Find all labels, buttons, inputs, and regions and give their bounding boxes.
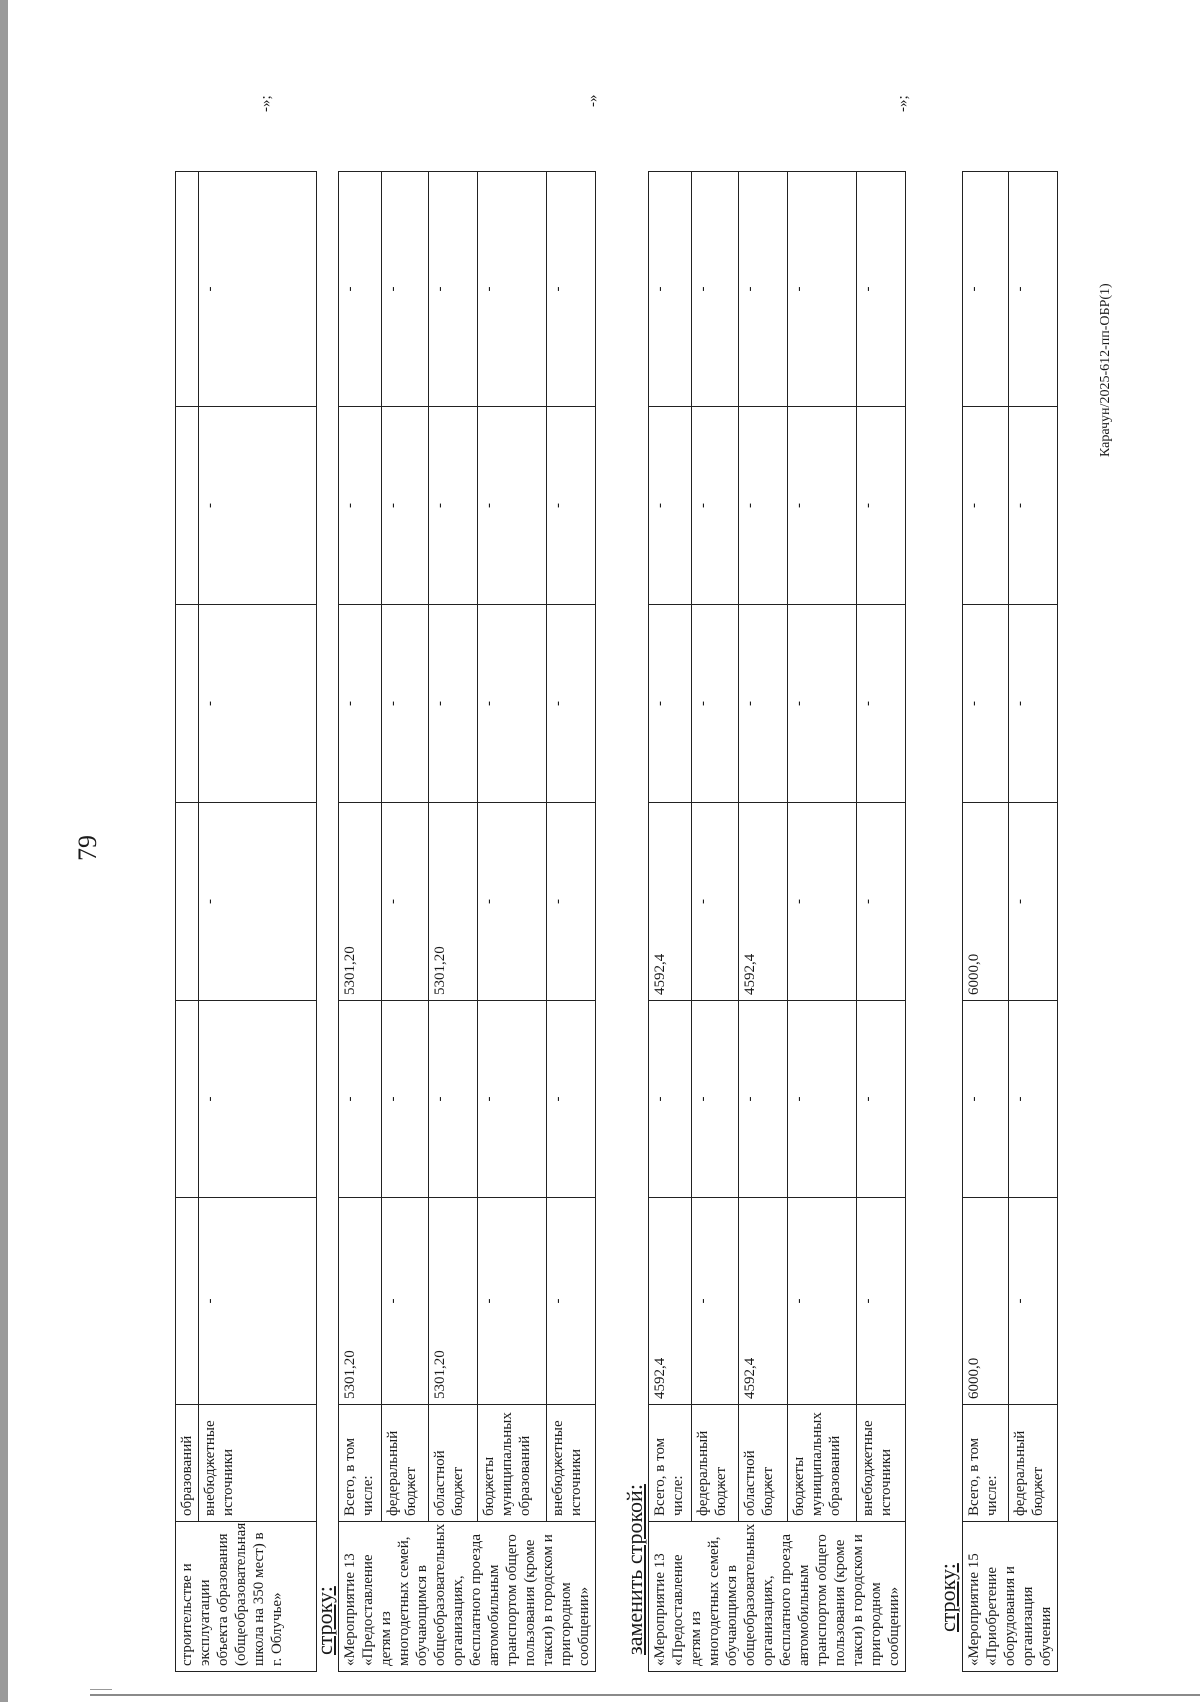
- value-cell: -: [429, 172, 478, 407]
- event-title: «Мероприятие 13: [652, 1553, 668, 1666]
- event-title: «Мероприятие 13: [342, 1553, 358, 1666]
- value-cell: 6000,0: [963, 803, 1009, 1001]
- funding-source-cell: образований: [176, 1405, 199, 1522]
- value-cell: -: [788, 1001, 857, 1198]
- funding-source-cell: Всего, в том числе:: [649, 1405, 692, 1522]
- value-cell: 4592,4: [739, 1198, 788, 1405]
- value-cell: -: [1009, 1198, 1058, 1405]
- value-cell: -: [478, 407, 547, 605]
- value-cell: -: [199, 803, 317, 1001]
- value-cell: -: [1009, 605, 1058, 803]
- value-cell: -: [649, 605, 692, 803]
- caption-zamenit-strokoy: заменить строкой:: [622, 1484, 647, 1655]
- value-cell: -: [429, 605, 478, 803]
- value-cell: -: [339, 1001, 382, 1198]
- value-cell: -: [478, 605, 547, 803]
- table-event15: [962, 171, 1058, 1672]
- funding-source-cell: бюджеты муниципальных образований: [478, 1405, 547, 1522]
- funding-source-cell: областной бюджет: [739, 1405, 788, 1522]
- value-cell: -: [857, 803, 906, 1001]
- value-cell: -: [649, 172, 692, 407]
- value-cell: -: [199, 1198, 317, 1405]
- value-cell: 5301,20: [429, 803, 478, 1001]
- value-cell: 4592,4: [649, 1198, 692, 1405]
- value-cell: -: [739, 407, 788, 605]
- value-cell: -: [788, 172, 857, 407]
- value-cell: 4592,4: [649, 803, 692, 1001]
- value-cell: -: [547, 1198, 596, 1405]
- funding-source-cell: внебюджетные источники: [857, 1405, 906, 1522]
- value-cell: -: [1009, 172, 1058, 407]
- event-name-cell: [963, 1522, 1058, 1672]
- value-cell: -: [339, 172, 382, 407]
- funding-source-cell: федеральный бюджет: [381, 1405, 429, 1522]
- value-cell: -: [691, 172, 739, 407]
- value-cell: -: [547, 172, 596, 407]
- value-cell: -: [547, 407, 596, 605]
- value-cell: -: [339, 407, 382, 605]
- footer-document-code: Карачун/2025-612-пп-ОБР(1): [1098, 283, 1113, 457]
- funding-source-cell: бюджеты муниципальных образований: [788, 1405, 857, 1522]
- value-cell: -: [199, 172, 317, 407]
- event-name-cell: строительстве и эксплуатации объекта образования (общеобразовательная школа на 350 мест) в г. Облучье»: [176, 1522, 317, 1672]
- value-cell: 4592,4: [739, 803, 788, 1001]
- value-cell: -: [381, 407, 429, 605]
- value-cell: 5301,20: [429, 1198, 478, 1405]
- value-cell: 5301,20: [339, 1198, 382, 1405]
- caption-stroku: строку:: [312, 1586, 337, 1655]
- value-cell: -: [691, 803, 739, 1001]
- value-cell: -: [857, 1198, 906, 1405]
- funding-source-cell: Всего, в том числе:: [963, 1405, 1009, 1522]
- table-event13-new: [648, 171, 906, 1672]
- value-cell: -: [788, 605, 857, 803]
- value-cell: 6000,0: [963, 1198, 1009, 1405]
- funding-source-cell: внебюджетные источники: [199, 1405, 317, 1522]
- funding-source-cell: федеральный бюджет: [1009, 1405, 1058, 1522]
- row-tail-mark: -»;: [258, 95, 274, 112]
- value-cell: -: [691, 1001, 739, 1198]
- value-cell: -: [1009, 1001, 1058, 1198]
- value-cell: -: [199, 605, 317, 803]
- value-cell: -: [339, 605, 382, 803]
- value-cell: -: [547, 803, 596, 1001]
- value-cell: -: [478, 803, 547, 1001]
- value-cell: -: [739, 605, 788, 803]
- value-cell: -: [199, 407, 317, 605]
- value-cell: -: [691, 407, 739, 605]
- value-cell: -: [739, 172, 788, 407]
- value-cell: -: [1009, 407, 1058, 605]
- value-cell: -: [1009, 803, 1058, 1001]
- event-title: «Мероприятие 15: [966, 1553, 982, 1666]
- row-tail-mark: -»;: [895, 95, 911, 112]
- value-cell: -: [478, 1001, 547, 1198]
- value-cell: -: [963, 1001, 1009, 1198]
- event-name-cell: [649, 1522, 906, 1672]
- funding-source-cell: федеральный бюджет: [691, 1405, 739, 1522]
- value-cell: -: [788, 407, 857, 605]
- funding-source-cell: областной бюджет: [429, 1405, 478, 1522]
- value-cell: -: [857, 605, 906, 803]
- value-cell: -: [429, 407, 478, 605]
- event-name-cell: [339, 1522, 596, 1672]
- value-cell: -: [381, 172, 429, 407]
- value-cell: -: [478, 172, 547, 407]
- value-cell: -: [963, 605, 1009, 803]
- table-continuation: [175, 171, 317, 1672]
- page-number: 79: [73, 835, 102, 861]
- value-cell: -: [649, 1001, 692, 1198]
- value-cell: -: [478, 1198, 547, 1405]
- value-cell: -: [963, 407, 1009, 605]
- value-cell: -: [381, 1001, 429, 1198]
- caption-stroku: строку:: [935, 1563, 960, 1632]
- value-cell: -: [381, 803, 429, 1001]
- value-cell: -: [691, 1198, 739, 1405]
- value-cell: -: [429, 1001, 478, 1198]
- value-cell: -: [199, 1001, 317, 1198]
- funding-source-cell: Всего, в том числе:: [339, 1405, 382, 1522]
- value-cell: -: [739, 1001, 788, 1198]
- value-cell: -: [857, 1001, 906, 1198]
- value-cell: -: [788, 803, 857, 1001]
- funding-source-cell: внебюджетные источники: [547, 1405, 596, 1522]
- value-cell: -: [857, 172, 906, 407]
- value-cell: -: [381, 605, 429, 803]
- value-cell: 5301,20: [339, 803, 382, 1001]
- value-cell: -: [649, 407, 692, 605]
- value-cell: -: [857, 407, 906, 605]
- value-cell: -: [547, 605, 596, 803]
- value-cell: -: [691, 605, 739, 803]
- row-tail-mark: -»: [585, 94, 601, 107]
- event-description: «Предоставление детям из многодетных семей, обучающимся в общеобразовательных организациях, бесплатного проезда автомобильным транспортом общего пользования (кроме такси) в городском и пригородном сообщении»: [360, 1523, 592, 1666]
- value-cell: -: [547, 1001, 596, 1198]
- event-description: «Предоставление детям из многодетных семей, обучающимся в общеобразовательных организациях, бесплатного проезда автомобильным транспортом общего пользования (кроме такси) в городском и пригородном сообщении»: [670, 1523, 902, 1666]
- value-cell: -: [788, 1198, 857, 1405]
- table-event13-old: [338, 171, 596, 1672]
- value-cell: -: [381, 1198, 429, 1405]
- event-description: «Приобретение оборудования и организация обучения: [984, 1566, 1054, 1666]
- value-cell: -: [963, 172, 1009, 407]
